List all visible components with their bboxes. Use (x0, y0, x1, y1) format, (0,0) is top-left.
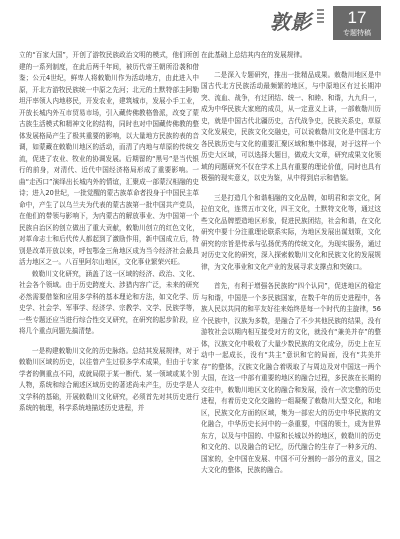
left-column (19, 50, 199, 415)
left-paragraph-3: 一是构建敕勒川文化的历史脉络。总结其发展规律，对于敕勒川区域的历史，以往曾产生过很多学术成果，但由于专家学者的侧重点不同，成就局限于某一断代、某一领域或某个别人物，系统和综合阐述区域历史的著述尚未产生，历史学是人文学科的基础，开展敕勒川文化研究，必须首先对其历史进行系统的梳理，科学系统地描述历史进程，并 (19, 346, 199, 412)
page-number: 17 (347, 8, 367, 27)
page-badge (333, 6, 381, 40)
logo-text: 敦影 (270, 10, 312, 34)
right-paragraph-4: 首先，有利于增强各民族的“四个认同”，促进地区的稳定与和谐，中国是一个多民族国家，在数千年的历史进程中，各族人民以共同的和平友好往来始终是每一个时代的主旋律，56个民族中，汉族为多数，是融合了不少其他民族的结果，没有游牧社会以期内相互接受对方的文化，就没有“兼美并存”的整体，汉族文化中吸收了大量少数民族的文化成分，历史上在互动中一起成长，没有“共主”意识和它的局面，没有“共美并存”的整体，汉族文化融合着吸取了与周边及对中国这一两个大国，在这一中部有重要的地区的融合过程，多民族在长期的交往中，敕勒川地区文化的融合和发展，没有一次完整的历史进程，有着历史文化交融的一组凝聚了敕勒川大型文化，和地区，民族文化方面的区域，集为一部宏大的历史中华民族的文化融合，中华历史长河中的一条重要，中国的领土，成为世界东方，以及与中国的、中原和长城以外的地区，敕勒川的历史和文化的、以及融合的记忆，历代融合的生存了一种多元的、国家的，全中国在发展、中国不可分割的一部分的意义，国之大文化的整体，民族的融合。 (201, 282, 381, 474)
section-label: 专题特稿 (343, 29, 371, 37)
left-paragraph-1: 立的“百家大国”，开创了游牧民族政治文明的模式，他们所创建的一系列制度，在此后两千年间，被历代帝王朝所沿袭和借鉴；公元4世纪，鲜卑人将敕勒川作为活动地方，由此进入中原，开北方游牧民族统一中原之先河；北元的土默特部主阿勒坦汗率领人内地移民，开发农业，建筑城市，发展小手工业，开放长城内外互市贸易市场，引入藏传佛教格鲁派，改变了蒙古族生活模式和精神文化的结构，同时也对中国藏传佛教的整体发展格局产生了极其重要的影响，以大量地方民族的表的音调，如蒙藏在敕勒川地区的活动，而清了内地与草原的传统交流，促进了农业、牧业的协调发展。后期留的“黑号”是当代银行的前身，对清代、近代中国经济格局形成了重要影响。一曲“走西口”演绎出长城内外的情谊，汇聚成一部蒙汉相融的史诗；进入20世纪，一批觉醒的蒙古族革命者投身于中国民主革命中，产生了以乌兰夫为代表的蒙古族第一批中国共产党员，在他们的带领与影响下，为内蒙古的解放事业、为中国第一个民族自治区的创立做出了重大贡献，敕勒川创立的红色文化，对革命志士和后代传人都起到了激励作用，新中国成立后，特别是改革开放以来，呼包鄂金三角地区成为当今经济社会最具活力地区之一。八百里阿尔山地区，文化事业繁荣兴旺。 (19, 51, 199, 266)
magazine-logo (270, 6, 330, 36)
right-paragraph-2: 二是深入专题研究，推出一批精品成果。敕勒川地区是中国古代北方民族活动最频繁的地区，与中原地区有过长期冲突、流血、战争，有过团结、统一、和睦、和谐，九九归一，成为中华民族大家庭的成员，从一定意义上讲，一部敕勒川历史，就是中国古代北疆历史，古代战争史，民族关系史，草原文化发展史，民族文化交融史，可以说敕勒川文化是中国北方各民族历史与文化的重要汇聚区域和集中体现，对于这样一个历史大区域，可以选择大题目，做成大文章，研究成果文化领域的问题研究不仅在学术上具有重要的理论价值，同时也具有极强的现实意义，以史为鉴，从中得到启示和借鉴。 (201, 70, 381, 182)
logo-bars-icon (317, 9, 327, 27)
right-paragraph-3: 三是打造几个和谐相融的文化品牌，如明君和亲文化，阿拉伯文化，连贯五市文化，四王文化，土默特文化等，通过这些文化品牌塑造地区形象，促进民族团结，社会和谐，在文化研究中要十分注重理论联系实际，为地区发展出谋划策，文化研究的宗旨是传承与弘扬优秀的传统文化，为现实服务，通过对历史文化的研究，深入探索敕勒川文化和民族文化的发展规律，为文化事业和文化产业的发展寻求支撑点和突破口。 (201, 193, 381, 271)
left-paragraph-2: 敕勒川文化研究，涵盖了这一区域的经济、政治、文化、社会各个领域。由于历史跨度大、涉猎内容广泛，未来的研究必然需要借鉴和应用多学科的基本理论和方法，如文化学、历史学、社会学、军事学、经济学、宗教学、文学、民族学等，一些专题还应当进行综合性交叉研究，在研究的起步阶段，应将几个重点问题先搞清楚。 (19, 269, 199, 335)
right-column (201, 50, 381, 477)
right-paragraph-1: 在此基础上总结其内在的发展规律。 (201, 51, 307, 59)
page-header (0, 0, 400, 46)
